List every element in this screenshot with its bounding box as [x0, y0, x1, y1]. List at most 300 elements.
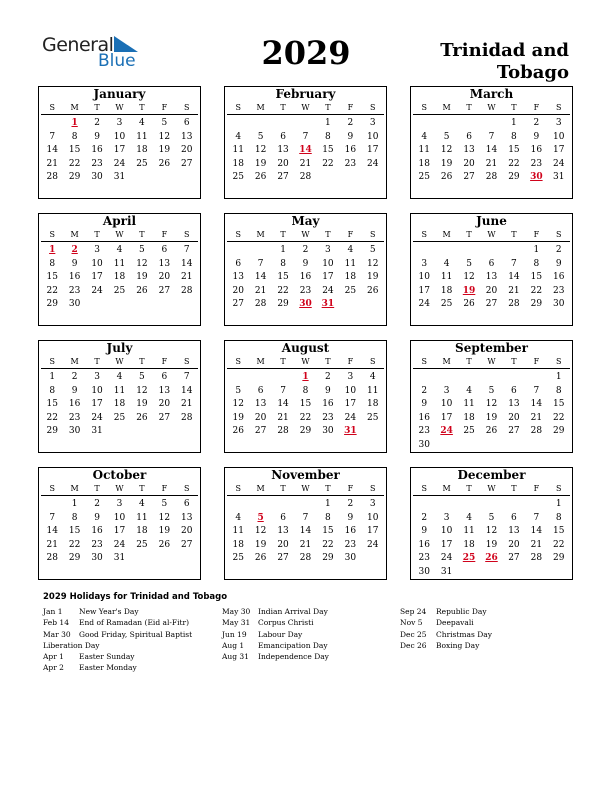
day: 10: [91, 385, 103, 396]
day: 2: [421, 512, 428, 523]
day: 13: [508, 526, 520, 536]
day: 29: [46, 299, 58, 309]
day: 16: [530, 145, 543, 155]
day: 10: [344, 385, 357, 396]
holiday-day: 25: [462, 553, 476, 563]
weekday-label: S: [370, 357, 376, 366]
day: 6: [466, 131, 472, 142]
day: 8: [533, 258, 540, 269]
day: 17: [344, 399, 357, 409]
empty-day: [503, 371, 525, 385]
day: 7: [302, 131, 309, 142]
day: 16: [91, 145, 103, 155]
weekday-header: [413, 229, 570, 242]
empty-day: [480, 117, 502, 131]
holiday-date: Dec 25: [400, 629, 427, 639]
day: 4: [466, 385, 472, 396]
day: 12: [485, 399, 498, 409]
weekday-label: M: [70, 103, 79, 112]
weekday-label: T: [139, 357, 145, 366]
day: 5: [235, 385, 242, 396]
empty-day: [413, 244, 435, 258]
day: 4: [116, 245, 123, 255]
day: 20: [463, 158, 475, 169]
day: 15: [46, 399, 58, 409]
day: 1: [325, 118, 331, 128]
day: 28: [508, 299, 520, 309]
day: 12: [440, 145, 453, 155]
day-grid: [41, 371, 198, 439]
day: 14: [485, 145, 498, 155]
weekday-label: W: [115, 484, 124, 493]
weekday-label: F: [533, 103, 540, 112]
day: 26: [136, 285, 148, 296]
day: 25: [113, 285, 126, 296]
weekday-label: S: [556, 484, 562, 493]
holiday-day: 5: [257, 512, 264, 523]
holiday-row: [43, 617, 192, 628]
day: 2: [421, 385, 428, 396]
day: 12: [463, 272, 475, 282]
day-grid: [413, 244, 570, 312]
empty-day: [503, 244, 525, 258]
day: 26: [158, 539, 171, 550]
day: 18: [440, 285, 453, 296]
day: 23: [553, 285, 565, 296]
day: 21: [277, 412, 289, 423]
weekday-label: F: [533, 484, 540, 493]
day: 9: [71, 258, 78, 269]
day: 13: [463, 145, 475, 155]
weekday-label: F: [161, 357, 168, 366]
weekday-label: W: [487, 230, 496, 239]
day: 29: [553, 553, 565, 563]
day: 16: [68, 272, 81, 282]
day: 28: [181, 285, 193, 296]
day: 24: [418, 299, 430, 309]
day: 15: [299, 399, 312, 409]
day: 3: [443, 512, 450, 523]
day: 24: [553, 158, 565, 169]
day: 19: [158, 526, 171, 536]
weekday-label: S: [235, 230, 241, 239]
weekday-label: M: [70, 357, 79, 366]
weekday-header: [41, 356, 198, 369]
day: 22: [322, 158, 334, 169]
day: 20: [181, 145, 193, 155]
month-title: August: [281, 341, 330, 355]
day: 11: [367, 385, 379, 396]
day: 5: [443, 131, 450, 142]
day: 16: [344, 526, 357, 536]
day: 23: [322, 412, 334, 423]
day: 1: [555, 372, 562, 382]
holiday-name: Republic Day: [436, 607, 487, 616]
day: 20: [158, 272, 171, 282]
day: 13: [158, 258, 171, 269]
day: 8: [555, 385, 562, 396]
weekday-label: S: [49, 103, 55, 112]
day: 8: [302, 385, 309, 396]
weekday-label: F: [161, 484, 168, 493]
day: 29: [299, 426, 312, 436]
day: 22: [508, 158, 520, 169]
day: 13: [181, 131, 193, 142]
weekday-label: W: [487, 357, 496, 366]
holiday-row: [222, 640, 329, 651]
empty-day: [480, 244, 502, 258]
day: 29: [530, 299, 543, 309]
day: 7: [302, 512, 309, 523]
day: 20: [277, 158, 289, 169]
day: 26: [463, 299, 475, 309]
day: 13: [485, 272, 498, 282]
weekday-label: T: [466, 357, 472, 366]
weekday-label: F: [533, 230, 540, 239]
day: 31: [113, 172, 126, 182]
weekday-label: S: [184, 103, 190, 112]
weekday-label: M: [442, 357, 451, 366]
day: 3: [116, 499, 123, 509]
day-grid: [41, 117, 198, 185]
holiday-name: New Year's Day: [79, 607, 139, 616]
weekday-label: M: [442, 103, 451, 112]
holiday-date: Feb 14: [43, 618, 69, 628]
day: 6: [235, 258, 242, 269]
day: 27: [485, 299, 498, 309]
empty-day: [413, 498, 435, 512]
empty-day: [458, 117, 480, 131]
day: 9: [421, 526, 428, 536]
day: 3: [555, 118, 562, 128]
day: 25: [344, 285, 357, 296]
day: 4: [369, 372, 376, 382]
day: 7: [533, 512, 540, 523]
holiday-name: Labour Day: [258, 629, 303, 639]
day: 9: [421, 399, 428, 409]
day: 8: [325, 512, 331, 523]
day: 18: [232, 158, 244, 169]
day: 11: [344, 258, 357, 269]
weekday-label: T: [325, 484, 331, 493]
holiday-name: Easter Monday: [79, 663, 137, 673]
empty-day: [294, 117, 316, 131]
weekday-label: T: [511, 230, 517, 239]
day: 9: [555, 258, 562, 269]
day: 28: [181, 412, 193, 423]
day: 11: [136, 512, 148, 523]
month-june: [410, 213, 573, 326]
empty-day: [249, 371, 271, 385]
holiday-row: [43, 606, 192, 617]
day: 27: [508, 553, 520, 563]
day: 28: [299, 553, 312, 563]
day: 23: [299, 285, 312, 296]
day: 10: [113, 131, 126, 142]
day: 5: [139, 245, 145, 255]
day: 21: [181, 272, 193, 282]
weekday-label: W: [115, 230, 124, 239]
day: 25: [113, 412, 126, 423]
day: 3: [369, 499, 376, 509]
weekday-label: W: [301, 357, 310, 366]
day: 18: [418, 158, 430, 169]
day: 14: [46, 526, 58, 536]
day: 6: [183, 118, 190, 128]
month-title: October: [92, 468, 147, 482]
empty-day: [249, 498, 271, 512]
day: 10: [367, 131, 379, 142]
day: 14: [508, 272, 520, 282]
holiday-date: Apr 1: [43, 652, 64, 662]
day: 22: [322, 539, 334, 550]
day: 20: [181, 526, 193, 536]
day: 30: [68, 299, 81, 309]
weekday-label: S: [421, 357, 427, 366]
day: 1: [533, 245, 540, 255]
day: 29: [68, 172, 81, 182]
day: 9: [325, 385, 331, 396]
weekday-label: M: [70, 230, 79, 239]
day: 22: [553, 412, 565, 423]
holiday-name: Easter Sunday: [79, 652, 135, 662]
weekday-label: F: [161, 103, 168, 112]
day: 25: [463, 426, 475, 436]
day-grid: [413, 117, 570, 185]
weekday-label: M: [442, 230, 451, 239]
holiday-name-continued: Liberation Day: [43, 640, 100, 650]
day: 10: [440, 399, 453, 409]
day: 17: [440, 412, 453, 423]
day: 18: [367, 399, 379, 409]
day: 25: [232, 172, 244, 182]
holiday-date: Jun 19: [222, 629, 247, 639]
day: 25: [440, 299, 453, 309]
day: 23: [530, 158, 543, 169]
weekday-label: S: [556, 357, 562, 366]
day: 25: [367, 412, 379, 423]
day: 24: [367, 539, 379, 550]
weekday-label: T: [94, 484, 100, 493]
day: 5: [139, 372, 145, 382]
holiday-date: Apr 2: [43, 663, 64, 673]
empty-day: [413, 117, 435, 131]
empty-day: [435, 371, 457, 385]
day: 29: [322, 553, 334, 563]
month-january: [38, 86, 201, 199]
day: 2: [71, 372, 78, 382]
day: 30: [418, 566, 430, 577]
empty-day: [480, 371, 502, 385]
weekday-label: T: [466, 230, 472, 239]
day: 24: [91, 285, 103, 296]
day: 23: [344, 539, 357, 550]
day: 13: [508, 399, 520, 409]
day: 22: [299, 412, 312, 423]
day: 15: [530, 272, 543, 282]
day: 19: [136, 399, 148, 409]
weekday-label: T: [139, 103, 145, 112]
day: 12: [136, 258, 148, 269]
day: 19: [232, 412, 244, 423]
day: 4: [116, 372, 123, 382]
day: 16: [322, 399, 334, 409]
empty-day: [435, 117, 457, 131]
day: 11: [232, 526, 244, 536]
day: 3: [369, 118, 376, 128]
day: 22: [46, 285, 58, 296]
day: 21: [46, 158, 58, 169]
holiday-row: [222, 617, 329, 628]
day: 6: [488, 258, 495, 269]
day: 16: [299, 272, 312, 282]
day: 5: [161, 118, 168, 128]
day: 28: [254, 299, 267, 309]
holiday-row: [400, 640, 492, 651]
day-grid: [227, 244, 384, 312]
day: 10: [418, 272, 430, 282]
weekday-label: T: [466, 103, 472, 112]
day: 27: [508, 426, 520, 436]
holiday-day: 2: [71, 245, 78, 255]
weekday-label: T: [511, 357, 517, 366]
day: 17: [322, 272, 334, 282]
day: 18: [136, 526, 148, 536]
day: 5: [488, 385, 495, 396]
holiday-name: Corpus Christi: [258, 618, 314, 628]
empty-day: [294, 498, 316, 512]
holiday-column: [43, 606, 192, 674]
day: 11: [418, 145, 430, 155]
weekday-label: T: [325, 230, 331, 239]
weekday-label: T: [325, 357, 331, 366]
weekday-label: S: [184, 484, 190, 493]
logo-general-text: General: [42, 34, 114, 56]
day: 20: [254, 412, 267, 423]
month-july: [38, 340, 201, 453]
day: 8: [71, 131, 78, 142]
day: 29: [553, 426, 565, 436]
weekday-label: W: [301, 230, 310, 239]
weekday-label: T: [280, 230, 286, 239]
month-march: [410, 86, 573, 199]
weekday-label: T: [139, 230, 145, 239]
day: 15: [322, 145, 334, 155]
weekday-label: M: [256, 484, 265, 493]
day: 23: [344, 158, 357, 169]
empty-day: [227, 244, 249, 258]
day: 13: [232, 272, 244, 282]
day: 2: [533, 118, 540, 128]
holiday-date: Aug 1: [222, 640, 245, 650]
day: 31: [91, 426, 103, 436]
day: 11: [463, 399, 475, 409]
holiday-name: Boxing Day: [436, 640, 480, 650]
day: 17: [440, 539, 453, 550]
holiday-row: [222, 606, 329, 617]
day: 2: [325, 372, 331, 382]
weekday-label: M: [256, 230, 265, 239]
weekday-label: M: [256, 357, 265, 366]
day: 19: [254, 539, 267, 550]
day: 18: [113, 399, 126, 409]
day: 18: [463, 412, 475, 423]
day: 6: [280, 512, 286, 523]
day: 8: [71, 512, 78, 523]
day: 9: [302, 258, 309, 269]
day: 28: [485, 172, 498, 182]
day: 18: [136, 145, 148, 155]
day: 5: [369, 245, 376, 255]
day: 26: [232, 426, 244, 436]
weekday-label: T: [94, 357, 100, 366]
empty-day: [480, 498, 502, 512]
day: 5: [488, 512, 495, 523]
day: 21: [530, 412, 543, 423]
weekday-label: M: [256, 103, 265, 112]
day: 17: [113, 145, 126, 155]
day: 27: [158, 412, 171, 423]
weekday-header: [41, 229, 198, 242]
empty-day: [272, 371, 294, 385]
day: 5: [161, 499, 168, 509]
day: 15: [322, 526, 334, 536]
day: 17: [418, 285, 430, 296]
holiday-row: [400, 617, 492, 628]
empty-day: [413, 371, 435, 385]
day: 12: [485, 526, 498, 536]
day: 16: [91, 526, 103, 536]
day: 23: [91, 539, 103, 550]
month-title: April: [102, 214, 137, 228]
day: 14: [530, 526, 543, 536]
day: 1: [555, 499, 562, 509]
empty-day: [435, 244, 457, 258]
weekday-header: [227, 229, 384, 242]
empty-day: [41, 498, 63, 512]
day: 8: [511, 131, 517, 142]
day: 9: [347, 512, 354, 523]
empty-day: [272, 117, 294, 131]
day: 6: [511, 385, 517, 396]
month-title: January: [93, 87, 146, 101]
day: 23: [68, 285, 81, 296]
weekday-label: S: [49, 357, 55, 366]
day: 30: [418, 439, 430, 450]
day: 20: [485, 285, 498, 296]
day: 30: [68, 426, 81, 436]
holiday-day: 30: [530, 172, 543, 182]
day: 25: [232, 553, 244, 563]
weekday-label: F: [347, 484, 354, 493]
day: 7: [488, 131, 495, 142]
day: 19: [158, 145, 171, 155]
day: 4: [443, 258, 450, 269]
day: 12: [254, 526, 267, 536]
day: 28: [277, 426, 289, 436]
day: 28: [46, 172, 58, 182]
day: 22: [277, 285, 289, 296]
day: 7: [183, 372, 190, 382]
holiday-date: Dec 26: [400, 640, 427, 650]
day: 11: [440, 272, 453, 282]
weekday-label: T: [325, 103, 331, 112]
weekday-label: F: [161, 230, 168, 239]
day: 1: [325, 499, 331, 509]
day: 30: [553, 299, 565, 309]
day: 7: [533, 385, 540, 396]
month-title: July: [106, 341, 133, 355]
